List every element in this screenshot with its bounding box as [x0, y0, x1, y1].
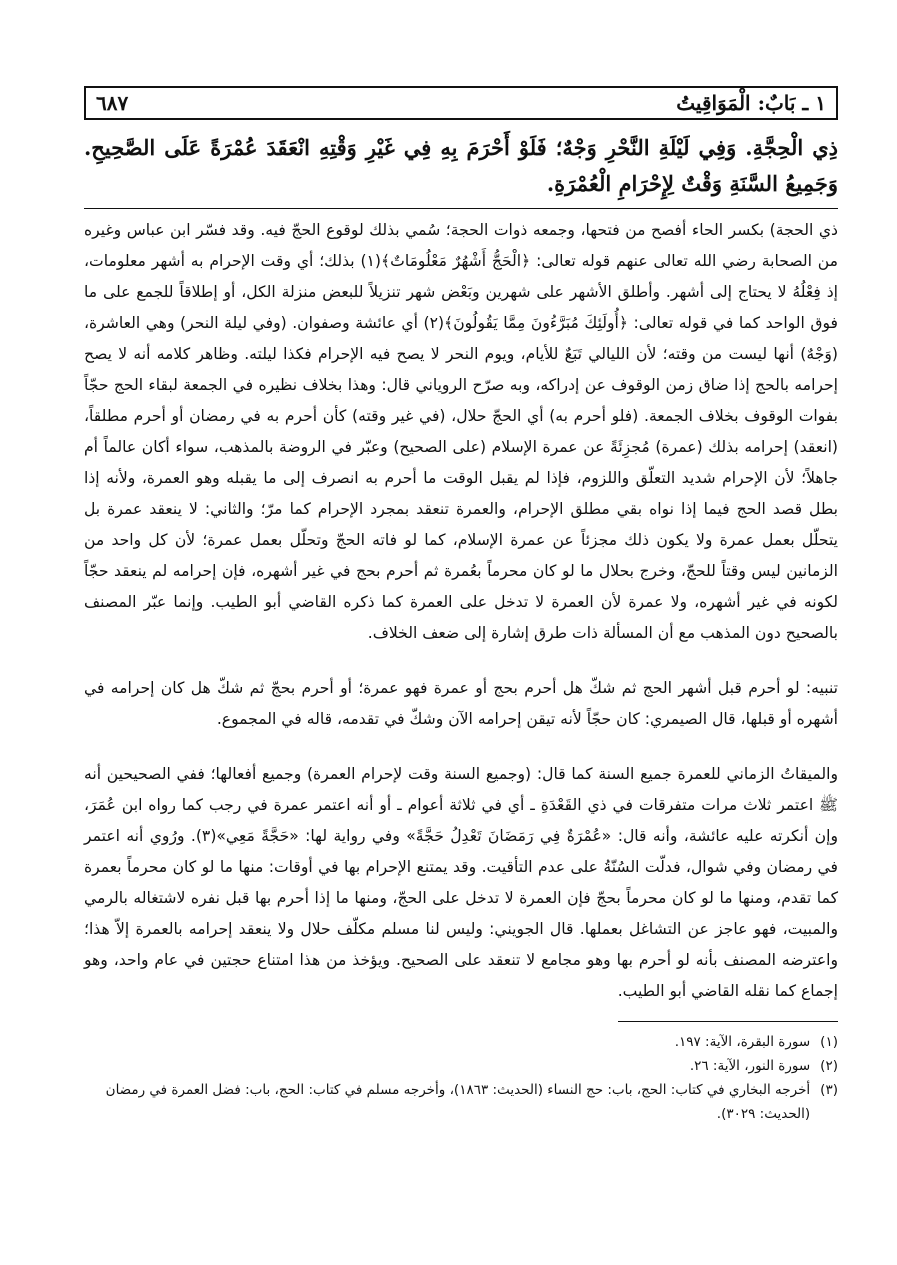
footnote	[84, 1078, 838, 1126]
footnote-number: (٢)	[820, 1058, 838, 1074]
matn-text: ذِي الْحِجَّةِ. وَفِي لَيْلَةِ النَّحْرِ وَجْهٌ؛ فَلَوْ أَحْرَمَ بِهِ فِي غَيْرِ وَقْتِهِ انْعَقَدَ عُمْرَةً عَلَى الصَّحِيحِ. وَجَمِيعُ السَّنَةِ وَقْتٌ لِإِحْرَامِ الْعُمْرَةِ.	[84, 135, 838, 196]
footnote	[84, 1030, 838, 1054]
footnotes	[84, 1021, 838, 1126]
footnote-number: (٣)	[820, 1082, 838, 1098]
chapter-title: ١ ـ بَابٌ: الْمَوَاقِيتُ	[676, 91, 826, 115]
footnote	[84, 1054, 838, 1078]
footnote-text: سورة البقرة، الآية: ١٩٧.	[674, 1034, 811, 1050]
footnote-rule	[618, 1021, 838, 1022]
book-page	[84, 86, 838, 1126]
commentary-paragraph: ذي الحجة) بكسر الحاء أفصح من فتحها، وجمعه ذوات الحجة؛ سُمي بذلك لوقوع الحجّ فيه. وقد فسّر ابن عباس وغيره من الصحابة رضي الله تعالى عنهم قوله تعالى: ﴿الْحَجُّ أَشْهُرٌ مَعْلُومَاتٌ﴾(١) بذلك؛ أي وقت الإحرام به أشهر معلومات، إذ فِعْلُهُ لا يحتاج إلى أشهر. وأطلق الأشهر على شهرين وبَعْض شهر تنزيلاً للبعض منزلة الكل، أو إطلاقاً للجمع على ما فوق الواحد كما في قوله تعالى: ﴿أُولَئِكَ مُبَرَّءُونَ مِمَّا يَقُولُونَ﴾(٢) أي عائشة وصفوان. (وفي ليلة النحر) وهي العاشرة، (وَجْهٌ) أنها ليست من وقته؛ لأن الليالي تَبَعٌ للأيام، ويوم النحر لا يصح فيه الإحرام فكذا ليلته. وظاهر كلامه أنه لا يصح إحرامه بالحج إذا ضاق زمن الوقوف عن إدراكه، وبه صرّح الروياني قال: وهذا بخلاف نظيره في الجمعة لبقاء الحج حجّاً بفوات الوقوف بخلاف الجمعة. (فلو أحرم به) أي الحجّ حلال، (في غير وقته) كأن أحرم به في رمضان أو أحرم مطلقاً، (انعقد) إحرامه بذلك (عمرة) مُجزِئَةً عن عمرة الإسلام (على الصحيح) وعبّر في الروضة بالمذهب، سواء أكان عالماً أم جاهلاً؛ لأن الإحرام شديد التعلّق واللزوم، فإذا لم يقبل الوقت ما أحرم به انصرف إلى ما يقبله وهو العمرة، ولأنه إذا بطل قصد الحج فيما إذا نواه بقي مطلق الإحرام، والعمرة تنعقد بمجرد الإحرام كما مرّ؛ والثاني: لا ينعقد عمرة بل يتحلّل بعمل عمرة ولا يكون ذلك مجزئاً عن عمرة الإسلام، كما لو فاته الحجّ وتحلّل بعمل عمرة؛ لأن كل واحد من الزمانين ليس وقتاً للحجّ، وخرج بحلال ما لو كان محرماً بعُمرة ثم أحرم بحج في غير أشهره، فإن إحرامه لم ينعقد حجّاً لكونه في غير أشهره، ولا عمرة لأن العمرة لا تدخل على العمرة كما ذكره القاضي أبو الطيب. وإنما عبّر المصنف بالصحيح دون المذهب مع أن المسألة ذات طرق إشارة إلى ضعف الخلاف.	[84, 221, 839, 642]
commentary-paragraph: والميقاتُ الزماني للعمرة جميع السنة كما قال: (وجميع السنة وقت لإحرام العمرة) وجميع أفعالها؛ ففي الصحيحين أنه ﷺ اعتمر ثلاث مرات متفرقات في ذي القَعْدَةِ ـ أي في ثلاثة أعوام ـ أو أنه اعتمر عمرة في رجب كما رواه ابن عُمَرَ، وإن أنكرته عليه عائشة، وأنه قال: «عُمْرَةٌ فِي رَمَضَانَ تَعْدِلُ حَجَّةً» وفي رواية لها: «حَجَّةً مَعِي»(٣). ورُوي أنه اعتمر في رمضان وفي شوال، فدلّت السُنّةُ على عدم التأقيت. وقد يمتنع الإحرام بها في أوقات: منها ما لو كان محرماً بعمرة كما تقدم، ومنها ما لو كان محرماً بحجّ فإن العمرة لا تدخل على الحجّ، ومنها ما إذا أحرم بها قبل نفره لاشتغاله بالرمي والمبيت، فهو عاجز عن التشاغل بعملها. قال الجويني: وليس لنا مسلم مكلّف حلال ولا ينعقد إحرامه بالعمرة إلاّ هذا؛ واعترضه المصنف بأنه لو أحرم بها وهو مجامع لا تنعقد على الصحيح. ويؤخذ من هذا امتناع حجتين في عام واحد، وهو إجماع كما نقله القاضي أبو الطيب.	[84, 765, 838, 1000]
commentary-paragraph: تنبيه: لو أحرم قبل أشهر الحج ثم شكّ هل أحرم بحج أو عمرة فهو عمرة؛ أو أحرم بحجّ ثم شكّ هل كان إحرامه في أشهره أو قبلها، قال الصيمري: كان حجّاً لأنه تيقن إحرامه الآن وشكّ في تقدمه، قاله في المجموع.	[84, 679, 838, 728]
page-number: ٦٨٧	[96, 91, 129, 115]
footnote-number: (١)	[820, 1034, 838, 1050]
matn-separator	[84, 208, 838, 209]
commentary	[84, 215, 838, 1007]
page-header	[84, 86, 838, 120]
footnote-text: أخرجه البخاري في كتاب: الحج، باب: حج النساء (الحديث: ١٨٦٣)، وأخرجه مسلم في كتاب: الحج، باب: فضل العمرة في رمضان (الحديث: ٣٠٢٩).	[105, 1082, 811, 1122]
footnote-text: سورة النور، الآية: ٢٦.	[689, 1058, 811, 1074]
